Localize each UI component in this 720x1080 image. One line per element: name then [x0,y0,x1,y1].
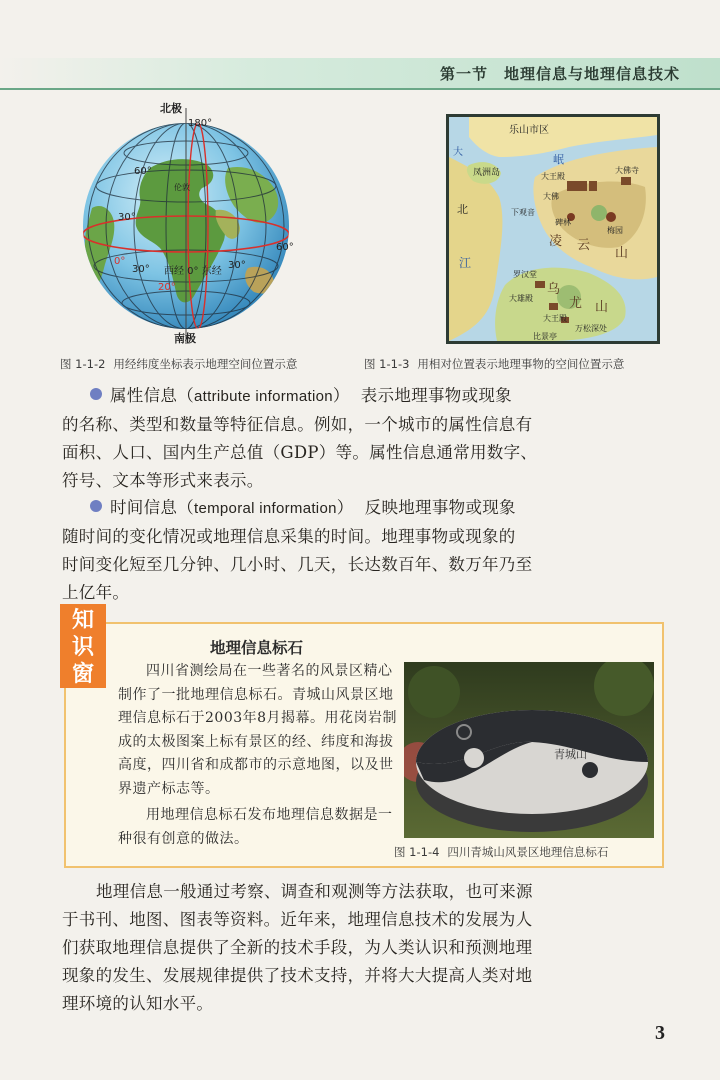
knowledge-window-tab: 知 识 窗 [60,604,106,688]
paragraph-line: 随时间的变化情况或地理信息采集的时间。地理事物或现象的 [62,527,516,546]
label-dafosi: 大佛寺 [615,166,639,175]
figure-number: 图 1-1-3 [364,357,410,371]
label-leshan: 乐山市区 [509,125,549,136]
figure-caption-text: 用相对位置表示地理事物的空间位置示意 [417,357,625,371]
paragraph-line: 面积、人口、国内生产总值（GDP）等。属性信息通常用数字、 [62,443,538,462]
temporal-info-paragraph [62,494,658,607]
label-luohantang: 罗汉堂 [513,270,537,279]
land-west [449,157,502,341]
north-pole-label: 北极 [160,102,182,115]
label-north: 北 [457,203,468,216]
label-wu: 乌 [547,282,561,297]
figure-caption-1-1-4 [394,844,608,860]
english-term: temporal information [194,500,337,517]
taiji-stone-drawing [404,662,654,838]
paragraph-line: 地理信息一般通过考察、调查和观测等方法获取，也可来源 [96,882,533,901]
figure-caption-1-1-3 [364,356,624,372]
label-xiaguan: 下观音 [511,208,535,217]
paragraph-line: 时间信息（temporal information） 反映地理事物或现象 [62,494,658,523]
paragraph-line: 于书刊、地图、图表等资料。近年来，地理信息技术的发展为人 [62,910,533,929]
label-yun: 云 [577,238,591,253]
lat-label-0: 0° [114,256,126,267]
figure-number: 图 1-1-2 [60,357,106,371]
label-jiang: 江 [459,256,472,270]
label-dafo: 大佛 [543,192,559,201]
label-min: 岷 [553,153,564,166]
label-meiyuan: 梅园 [607,226,623,235]
figure-caption-text: 四川青城山风景区地理信息标石 [447,845,609,859]
label-shan2: 山 [595,300,609,315]
lat-label-30a: 30° [118,212,136,223]
attribute-info-paragraph [62,382,658,495]
knowledge-window-title: 地理信息标石 [210,639,304,657]
paragraph-line: 的名称、类型和数量等特征信息。例如，一个城市的属性信息有 [62,415,533,434]
label-dawangdian2: 大王殿 [543,314,567,323]
london-label: 伦敦 [174,183,190,192]
leshan-map-figure [446,114,660,344]
paragraph-line: 理环境的认知水平。 [62,994,214,1013]
stone-photo [404,662,654,838]
figure-caption-1-1-2 [60,356,297,372]
paragraph-line: 们获取地理信息提供了全新的技术手段，为人类认识和预测地理 [62,938,533,957]
closing-paragraph [62,878,658,1018]
label-fengzhou: 凤洲岛 [473,168,501,178]
label-beilin: 碑林 [555,218,571,227]
label-dawangdian: 大王殿 [541,172,565,181]
label-dadu: 大 [453,147,463,158]
bullet-dot-icon [90,388,102,400]
lat-label-60a: 60° [134,166,152,177]
label-wanbai: 万松深处 [575,324,607,333]
stone-inscription: 青城山 [554,748,587,761]
label-ling: 凌 [549,234,563,249]
label-bijing: 比景亭 [533,332,557,341]
label-you: 尤 [569,296,583,311]
knowledge-paragraph-2: 用地理信息标石发布地理信息数据是一 种很有创意的做法。 [118,807,393,847]
lat-label-30c: 30° [228,260,246,271]
lat-label-60b: 60° [276,242,294,253]
paragraph-line: 时间变化短至几分钟、几小时、几天，长达数百年、数万年乃至 [62,555,533,574]
paragraph-line: 属性信息（attribute information） 表示地理事物或现象 [62,382,658,411]
chapter-section-title: 第一节 地理信息与地理信息技术 [439,65,680,83]
paragraph-line: 现象的发生、发展规律提供了技术支持，并将大大提高人类对地 [62,966,533,985]
label-shan1: 山 [615,246,629,261]
south-pole-label: 南极 [174,332,196,345]
figure-caption-text: 用经纬度坐标表示地理空间位置示意 [113,357,298,371]
lat-label-180: 180° [188,118,213,129]
page-number: 3 [655,1022,665,1044]
meridian-label: 西经 0° 东经 [164,266,222,277]
paragraph-line: 上亿年。 [62,583,130,602]
label-daxiongdian: 大雄殿 [509,294,533,303]
bullet-dot-icon [90,500,102,512]
paragraph-line: 符号、文本等形式来表示。 [62,471,264,490]
leshan-map-drawing [449,117,657,341]
globe-figure [78,98,308,348]
knowledge-paragraph-1: 四川省测绘局在一些著名的风景区精心 制作了一批地理信息标石。青城山风景区地 理信息标石于2003年8月揭幕。用花岗岩制 成的太极图案上标有景区的经、纬度和海拔 高度，四川省和成都市的示意地图，以及世 界遗产标志等。 [118,663,398,797]
lat-label-20: 20° [158,282,176,293]
english-term: attribute information [194,388,333,405]
lat-label-30b: 30° [132,264,150,275]
figure-number: 图 1-1-4 [394,845,440,859]
header-rule [0,88,720,90]
